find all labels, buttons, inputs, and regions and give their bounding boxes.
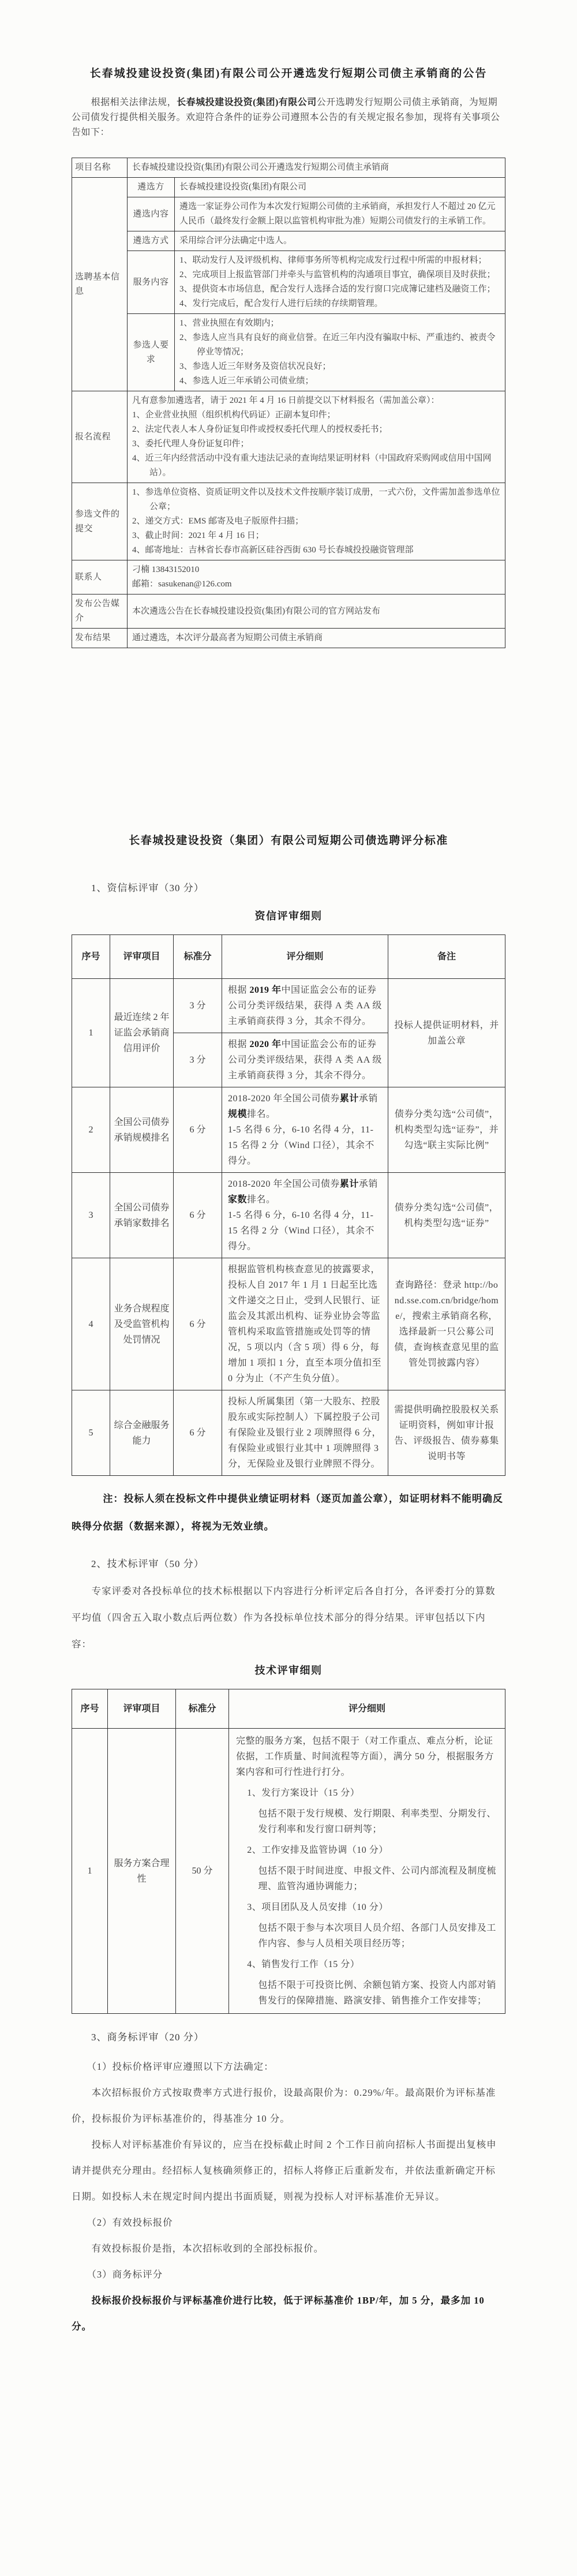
credit-row3-score: 6 分 (174, 1173, 222, 1258)
submission-item: 1、参选单位资格、资质证明文件以及技术文件按顺序装订成册，一式六份，文件需加盖参选单位公章； (132, 488, 500, 511)
service-item: 2、完成项目上报监管部门并牵头与监管机构的沟通项目事宜，确保项目及时获批； (179, 270, 496, 279)
credit-row4-score: 6 分 (174, 1258, 222, 1390)
table-row-service-plan (72, 1729, 505, 2014)
media-label: 发布公告媒介 (72, 595, 128, 629)
submission-value (128, 483, 505, 560)
header-serial: 序号 (72, 935, 110, 979)
detail-bold: 累计 (339, 1094, 359, 1104)
credit-row2-detail (222, 1087, 388, 1173)
credit-row3-remark: 债券分类勾选“公司债”，机构类型勾选“证券” (388, 1173, 505, 1258)
credit-row5-score: 6 分 (174, 1390, 222, 1476)
requirement-item: 1、营业执照在有效期内； (179, 319, 279, 328)
credit-row3-no: 3 (72, 1173, 110, 1258)
commercial-section-heading: 3、商务标评审（20 分） (91, 2032, 204, 2043)
intro-paragraph (72, 95, 505, 140)
credit-review-table (72, 934, 505, 1476)
tech-row1-no: 1 (72, 1729, 108, 2014)
submission-label: 参选文件的提交 (72, 483, 128, 560)
detail-text: 1-5 名得 6 分，6-10 名得 4 分，11-15 名得 2 分（Wind 口径），其余不得分。 (228, 1210, 374, 1251)
tech-detail-line: 3、项目团队及人员安排（10 分） (247, 1902, 388, 1912)
signup-item: 1、企业营业执照（组织机构代码证）正副本复印件； (132, 410, 336, 420)
selection-method-label: 遴选方式 (128, 231, 175, 251)
credit-row5-detail: 投标人所属集团（第一大股东、控股股东或实际控制人）下属控股子公司有保险业及银行业 2 项牌照得 6 分，有保险业或银行业其中 1 项牌照得 3 分，无保险业及银行业牌照不得分。 (222, 1390, 388, 1476)
detail-bold-year: 2019 年 (249, 985, 282, 995)
table-row-announcement-media (72, 595, 505, 629)
header-item: 评审项目 (110, 935, 174, 979)
credit-row1-score-2019: 3 分 (174, 979, 222, 1033)
signup-value (128, 391, 505, 483)
table-row-service-content (72, 251, 505, 314)
credit-row1-remark: 投标人提供证明材料，并加盖公章 (388, 979, 505, 1087)
detail-text: 根据 (228, 985, 250, 995)
credit-row4-remark: 查询路径：登录 http://bond.sse.com.cn/bridge/home/，搜索主承销商名称，选择最新一只公募公司债，查询核查意见里的监管处罚披露内容） (388, 1258, 505, 1390)
tech-detail-line: 包括不限于参与本次项目人员介绍、各部门人员安排及工作内容、参与人员相关项目经历等； (258, 1923, 496, 1949)
announcement-info-table (72, 158, 505, 648)
credit-table-header-row (72, 935, 505, 979)
credit-row1-score-2020: 3 分 (174, 1033, 222, 1087)
credit-table-note: 注：投标人须在投标文件中提供业绩证明材料（逐页加盖公章），如证明材料不能明确反映得分依据（数据来源），将视为无效业绩。 (72, 1493, 503, 1532)
table-row-result-publication (72, 629, 505, 648)
signup-item: 2、法定代表人本人身份证复印件或授权委托代理人的授权委托书； (132, 425, 388, 434)
service-item: 4、发行完成后，配合发行人进行后续的存续期管理。 (179, 299, 383, 308)
scoring-standard-title: 长春城投建设投资（集团）有限公司短期公司债选聘评分标准 (129, 835, 448, 847)
credit-section-heading: 1、资信标评审（30 分） (91, 883, 204, 893)
service-content-value (175, 251, 505, 314)
credit-row2-score: 6 分 (174, 1087, 222, 1173)
tech-detail-line: 4、销售发行工作（15 分） (247, 1960, 360, 1969)
project-name-value: 长春城投建设投资(集团)有限公司公开遴选发行短期公司债主承销商 (128, 158, 505, 178)
header-serial: 序号 (72, 1689, 108, 1729)
credit-row1-detail-2019 (222, 979, 388, 1033)
credit-row3-item: 全国公司债券承销家数排名 (110, 1173, 174, 1258)
selection-method-value: 采用综合评分法确定中选人。 (175, 231, 505, 251)
table-row-selection-method (72, 231, 505, 251)
service-item: 3、提供资本市场信息，配合发行人选择合适的发行窗口完成簿记建档及融资工作； (179, 285, 496, 294)
detail-text: 根据 (228, 1040, 250, 1049)
technical-intro-paragraph: 专家评委对各投标单位的技术标根据以下内容进行分析评定后各自打分，各评委打分的算数平均值（四舍五入取小数点后两位数）作为各投标单位技术部分的得分结果。评审包括以下内容： (72, 1586, 496, 1650)
credit-row2-item: 全国公司债券承销规模排名 (110, 1087, 174, 1173)
table-row-credit-rating-2019 (72, 979, 505, 1033)
credit-table-title: 资信评审细则 (254, 910, 323, 922)
detail-text: 承销 (358, 1094, 378, 1104)
detail-bold-year: 2020 年 (249, 1040, 282, 1049)
contact-value (128, 560, 505, 595)
result-label: 发布结果 (72, 629, 128, 648)
technical-table-title: 技术评审细则 (254, 1665, 323, 1676)
technical-section-heading: 2、技术标评审（50 分） (91, 1558, 204, 1569)
table-row-project-name (72, 158, 505, 178)
requirements-label: 参选人要求 (128, 314, 175, 391)
tech-row1-detail (229, 1729, 505, 2014)
intro-suffix: 公开选聘发行短期公司债主承销商，为短期公司债发行提供相关服务。欢迎符合条件的证券公司遵照本公告的有关规定报名参加，现将有关事项公告如下： (72, 98, 500, 137)
contact-name-phone: 刁楠 13843152010 (132, 565, 200, 574)
detail-text: 2018-2020 年全国公司债券 (228, 1179, 340, 1189)
header-scoring-rules: 评分细则 (229, 1689, 505, 1729)
signup-item: 4、近三年内经营活动中没有重大违法记录的查询结果证明材料（中国政府采购网或信用中国网站）。 (132, 454, 492, 477)
table-row-underwriting-scale-rank (72, 1087, 505, 1173)
commercial-objection-paragraph: 投标人对评标基准价有异议的，应当在投标截止时间 2 个工作日前向招标人书面提出复核申请并提供充分理由。经招标人复核确须修正的，招标人将修正后重新发布，并依法重新确定开标日期。如投标人未在规定时间内提出书面质疑，则视为投标人对评标基准价无异议。 (72, 2139, 497, 2202)
basic-info-label: 选聘基本信息 (72, 178, 128, 391)
announcement-title: 长春城投建设投资(集团)有限公司公开遴选发行短期公司债主承销商的公告 (89, 68, 488, 80)
tech-row1-score: 50 分 (176, 1729, 229, 2014)
credit-row5-item: 综合金融服务能力 (110, 1390, 174, 1476)
requirement-item: 3、参选人近三年财务及资信状况良好； (179, 362, 331, 371)
credit-row4-detail: 根据监管机构核查意见的披露要求，投标人自 2017 年 1 月 1 日起至比选文件递交之日止，受到人民银行、证监会及其派出机构、证券业协会等监管机构采取监管措施或处罚等的情况，5 项以内（含 5 项）得 6 分，每增加 1 项扣 1 分，直至本项分值扣至 0 分为止（不产生负分值）。 (222, 1258, 388, 1390)
header-item: 评审项目 (108, 1689, 176, 1729)
credit-row2-remark: 债券分类勾选“公司债”，机构类型勾选“证券”，并勾选“联主实际比例” (388, 1087, 505, 1173)
result-value: 通过遴选，本次评分最高者为短期公司债主承销商 (128, 629, 505, 648)
signup-label: 报名流程 (72, 391, 128, 483)
submission-item: 2、递交方式：EMS 邮寄及电子版原件扫描； (132, 517, 304, 526)
table-row-underwriting-count-rank (72, 1173, 505, 1258)
technical-review-table (72, 1689, 505, 2014)
detail-text: 2018-2020 年全国公司债券 (228, 1094, 340, 1104)
commercial-price-paragraph: 本次招标报价方式按取费率方式进行报价，设最高限价为：0.29%/年。最高限价为评标基准价，投标报价为评标基准价的，得基准分 10 分。 (72, 2087, 496, 2124)
media-value: 本次遴选公告在长春城投建设投资(集团)有限公司的官方网站发布 (128, 595, 505, 629)
table-row-comprehensive-finance (72, 1390, 505, 1476)
credit-row5-remark: 需提供明确控股股权关系证明资料，例如审计报告、评级报告、债券募集说明书等 (388, 1390, 505, 1476)
project-name-label: 项目名称 (72, 158, 128, 178)
detail-text: 排名。 (247, 1195, 276, 1205)
contact-label: 联系人 (72, 560, 128, 595)
detail-text: 排名。 (247, 1109, 276, 1119)
tech-detail-line: 包括不限于发行规模、发行期限、利率类型、分期发行、发行利率和发行窗口研判等； (258, 1809, 496, 1834)
requirement-item: 2、参选人应当具有良好的商业信誉。在近三年内没有骗取中标、严重违约、被责令停业等情况； (179, 333, 496, 357)
credit-row5-no: 5 (72, 1390, 110, 1476)
technical-table-header-row (72, 1689, 505, 1729)
detail-text: 1-5 名得 6 分，6-10 名得 4 分，11-15 名得 2 分（Wind 口径），其余不得分。 (228, 1125, 374, 1166)
header-scoring-rules: 评分细则 (222, 935, 388, 979)
detail-bold: 家数 (228, 1195, 248, 1205)
requirement-item: 4、参选人近三年承销公司债业绩； (179, 376, 314, 386)
table-row-contact (72, 560, 505, 595)
requirements-value (175, 314, 505, 391)
commercial-point-2: （2）有效投标报价 (87, 2217, 173, 2228)
table-row-selection-content (72, 197, 505, 231)
tech-detail-line: 包括不限于时间进度、申报文件、公司内部流程及制度梳理、监管沟通协调能力； (258, 1866, 496, 1891)
header-standard-score: 标准分 (176, 1689, 229, 1729)
service-content-label: 服务内容 (128, 251, 175, 314)
credit-row4-item: 业务合规程度及受监管机构处罚情况 (110, 1258, 174, 1390)
header-standard-score: 标准分 (174, 935, 222, 979)
detail-text: 承销 (358, 1179, 378, 1189)
intro-company-name: 长春城投建设投资(集团)有限公司 (177, 98, 317, 107)
tech-detail-line: 包括不限于可投资比例、余额包销方案、投资人内部对销售发行的保障措施、路演安排、销售推介工作安排等； (258, 1980, 496, 2006)
signup-item: 3、委托代理人身份证复印件； (132, 439, 249, 448)
submission-item: 4、邮寄地址：吉林省长春市高新区硅谷西街 630 号长春城投投融资管理部 (132, 545, 414, 555)
submission-item: 3、截止时间：2021 年 4 月 16 日； (132, 531, 264, 540)
signup-lead: 凡有意参加遴选者，请于 2021 年 4 月 16 日前提交以下材料报名（需加盖公章）： (132, 396, 440, 405)
credit-row3-detail (222, 1173, 388, 1258)
table-row-selector (72, 178, 505, 197)
commercial-point-3: （3）商务标评分 (87, 2269, 163, 2280)
contact-email: 邮箱：sasukenan@126.com (132, 579, 232, 589)
tech-detail-line: 1、发行方案设计（15 分） (247, 1788, 360, 1798)
detail-bold: 累计 (339, 1179, 359, 1189)
tech-detail-line: 2、工作安排及监管协调（10 分） (247, 1845, 388, 1855)
commercial-point-1: （1）投标价格评审应遵照以下方法确定： (87, 2061, 274, 2072)
credit-row1-detail-2020 (222, 1033, 388, 1087)
detail-text: 中国证监会公布的证券公司分类评级结果，获得 A 类 AA 级主承销商获得 3 分，其余不得分。 (228, 985, 382, 1026)
detail-bold: 规模 (228, 1109, 248, 1119)
intro-prefix: 根据相关法律法规， (91, 98, 177, 107)
selection-content-value: 遴选一家证券公司作为本次发行短期公司债的主承销商，承担发行人不超过 20 亿元人民币（最终发行金额上限以监管机构审批为准）短期公司债发行的主承销工作。 (175, 197, 505, 231)
credit-row1-no: 1 (72, 979, 110, 1087)
tech-detail-line: 完整的服务方案，包括不限于（对工作重点、难点分析，论证依据，工作质量、时间流程等方面），满分 50 分，根据服务方案内容和可行性进行打分。 (236, 1736, 494, 1777)
tech-row1-item: 服务方案合理性 (108, 1729, 176, 2014)
header-remark: 备注 (388, 935, 505, 979)
credit-row2-no: 2 (72, 1087, 110, 1173)
selector-label: 遴选方 (128, 178, 175, 197)
credit-row4-no: 4 (72, 1258, 110, 1390)
selection-content-label: 遴选内容 (128, 197, 175, 231)
service-item: 1、联动发行人及评级机构、律师事务所等机构完成发行过程中所需的申报材料； (179, 256, 487, 265)
table-row-document-submission (72, 483, 505, 560)
table-row-signup-process (72, 391, 505, 483)
credit-row1-item: 最近连续 2 年证监会承销商信用评价 (110, 979, 174, 1087)
commercial-valid-bid-paragraph: 有效投标报价是指，本次招标收到的全部投标报价。 (91, 2243, 324, 2254)
commercial-scoring-paragraph: 投标报价投标报价与评标基准价进行比较，低于评标基准价 1BP/年，加 5 分，最多加 10 分。 (72, 2295, 485, 2332)
table-row-compliance-penalties (72, 1258, 505, 1390)
detail-text: 中国证监会公布的证券公司分类评级结果，获得 A 类 AA 级主承销商获得 3 分，其余不得分。 (228, 1040, 382, 1081)
selector-value: 长春城投建设投资(集团)有限公司 (175, 178, 505, 197)
table-row-participant-requirements (72, 314, 505, 391)
